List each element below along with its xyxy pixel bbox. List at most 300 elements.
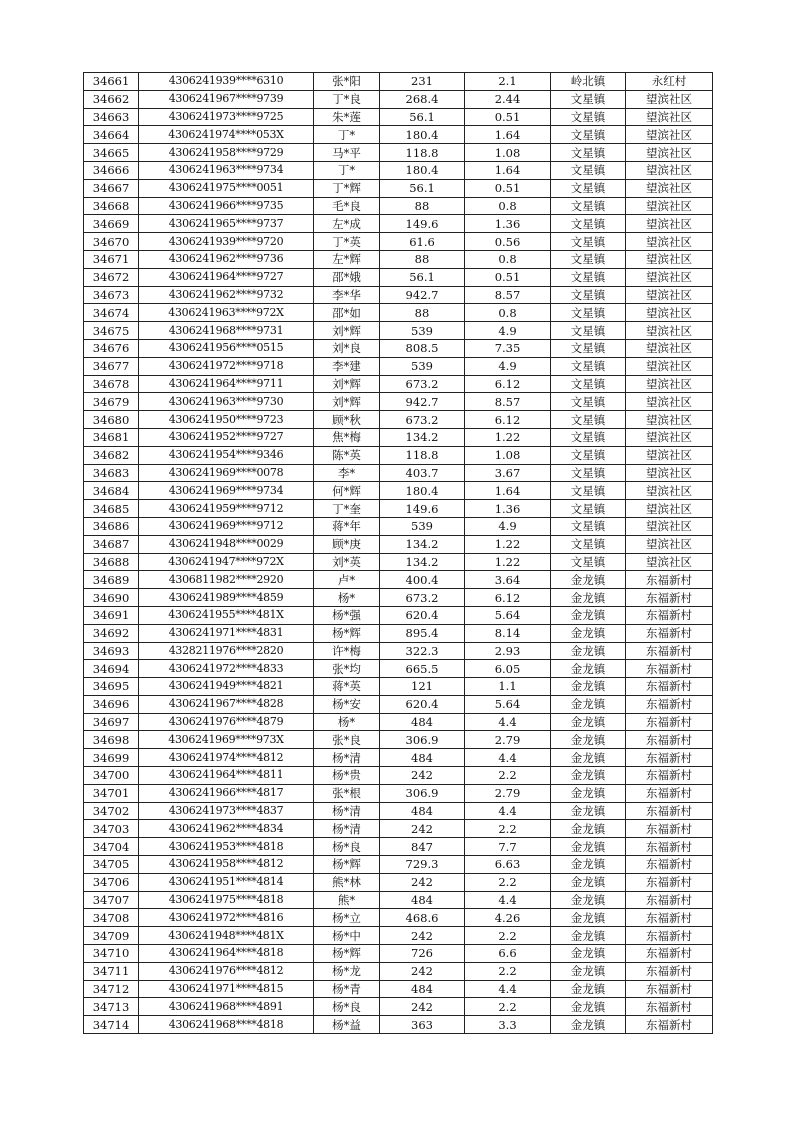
cell-name: 陈*英 (314, 446, 380, 464)
cell-town: 金龙镇 (551, 606, 626, 624)
cell-village: 望滨社区 (626, 553, 713, 571)
cell-name: 许*梅 (314, 642, 380, 660)
cell-serial-number: 34706 (84, 873, 139, 891)
cell-amount: 673.2 (380, 411, 465, 429)
cell-village: 望滨社区 (626, 446, 713, 464)
cell-village: 东福新村 (626, 571, 713, 589)
cell-value: 1.64 (465, 482, 551, 500)
table-row (84, 446, 713, 464)
cell-id-number: 4306241962****9732 (139, 286, 314, 304)
cell-town: 金龙镇 (551, 642, 626, 660)
cell-village: 东福新村 (626, 820, 713, 838)
cell-serial-number: 34700 (84, 767, 139, 785)
cell-value: 0.56 (465, 233, 551, 251)
cell-town: 文星镇 (551, 90, 626, 108)
cell-value: 1.64 (465, 161, 551, 179)
cell-name: 丁*英 (314, 233, 380, 251)
cell-village: 东福新村 (626, 589, 713, 607)
cell-value: 0.51 (465, 108, 551, 126)
cell-id-number: 4306241964****4811 (139, 767, 314, 785)
cell-serial-number: 34682 (84, 446, 139, 464)
cell-serial-number: 34709 (84, 927, 139, 945)
cell-town: 金龙镇 (551, 660, 626, 678)
table-row (84, 108, 713, 126)
cell-amount: 88 (380, 197, 465, 215)
table-row (84, 856, 713, 874)
cell-amount: 242 (380, 873, 465, 891)
cell-name: 杨*清 (314, 820, 380, 838)
cell-village: 望滨社区 (626, 268, 713, 286)
cell-serial-number: 34697 (84, 713, 139, 731)
cell-amount: 88 (380, 250, 465, 268)
cell-town: 金龙镇 (551, 731, 626, 749)
cell-village: 东福新村 (626, 731, 713, 749)
cell-village: 望滨社区 (626, 250, 713, 268)
cell-id-number: 4306241971****4831 (139, 624, 314, 642)
table-row (84, 411, 713, 429)
cell-name: 左*成 (314, 215, 380, 233)
cell-amount: 468.6 (380, 909, 465, 927)
cell-name: 杨*贵 (314, 767, 380, 785)
cell-id-number: 4306241956****0515 (139, 339, 314, 357)
cell-town: 文星镇 (551, 144, 626, 162)
cell-id-number: 4306241939****9720 (139, 233, 314, 251)
cell-village: 东福新村 (626, 802, 713, 820)
cell-value: 0.8 (465, 197, 551, 215)
cell-village: 东福新村 (626, 713, 713, 731)
cell-id-number: 4306241972****4816 (139, 909, 314, 927)
cell-name: 李* (314, 464, 380, 482)
cell-id-number: 4306241973****4837 (139, 802, 314, 820)
cell-serial-number: 34687 (84, 535, 139, 553)
cell-amount: 403.7 (380, 464, 465, 482)
cell-town: 金龙镇 (551, 571, 626, 589)
cell-village: 望滨社区 (626, 428, 713, 446)
table-row (84, 268, 713, 286)
cell-amount: 56.1 (380, 179, 465, 197)
cell-serial-number: 34671 (84, 250, 139, 268)
cell-value: 2.1 (465, 73, 551, 91)
cell-town: 金龙镇 (551, 962, 626, 980)
cell-id-number: 4306241963****9730 (139, 393, 314, 411)
cell-serial-number: 34672 (84, 268, 139, 286)
table-row (84, 393, 713, 411)
table-row (84, 873, 713, 891)
cell-value: 4.9 (465, 322, 551, 340)
cell-serial-number: 34703 (84, 820, 139, 838)
cell-id-number: 4306241974****053X (139, 126, 314, 144)
cell-name: 熊* (314, 891, 380, 909)
cell-name: 熊*林 (314, 873, 380, 891)
cell-town: 金龙镇 (551, 998, 626, 1016)
table-row (84, 215, 713, 233)
cell-serial-number: 34674 (84, 304, 139, 322)
cell-town: 文星镇 (551, 428, 626, 446)
cell-id-number: 4306241962****9736 (139, 250, 314, 268)
cell-id-number: 4306241965****9737 (139, 215, 314, 233)
cell-value: 3.3 (465, 1016, 551, 1034)
cell-village: 望滨社区 (626, 464, 713, 482)
cell-amount: 268.4 (380, 90, 465, 108)
cell-name: 杨*良 (314, 998, 380, 1016)
cell-value: 1.08 (465, 446, 551, 464)
cell-id-number: 4306241976****4812 (139, 962, 314, 980)
cell-id-number: 4306241963****972X (139, 304, 314, 322)
cell-id-number: 4306241969****9712 (139, 517, 314, 535)
cell-village: 望滨社区 (626, 108, 713, 126)
cell-serial-number: 34689 (84, 571, 139, 589)
cell-village: 东福新村 (626, 642, 713, 660)
cell-serial-number: 34677 (84, 357, 139, 375)
cell-town: 金龙镇 (551, 873, 626, 891)
cell-name: 邵*娥 (314, 268, 380, 286)
cell-amount: 484 (380, 749, 465, 767)
cell-id-number: 4306241975****0051 (139, 179, 314, 197)
cell-town: 文星镇 (551, 268, 626, 286)
cell-value: 6.12 (465, 375, 551, 393)
table-row (84, 375, 713, 393)
cell-value: 6.05 (465, 660, 551, 678)
cell-amount: 134.2 (380, 428, 465, 446)
cell-town: 文星镇 (551, 500, 626, 518)
cell-id-number: 4306241989****4859 (139, 589, 314, 607)
cell-name: 张*良 (314, 731, 380, 749)
cell-amount: 539 (380, 357, 465, 375)
cell-value: 8.57 (465, 286, 551, 304)
cell-town: 金龙镇 (551, 838, 626, 856)
cell-id-number: 4306811982****2920 (139, 571, 314, 589)
cell-serial-number: 34667 (84, 179, 139, 197)
table-row (84, 73, 713, 91)
cell-village: 望滨社区 (626, 233, 713, 251)
cell-amount: 88 (380, 304, 465, 322)
cell-village: 望滨社区 (626, 126, 713, 144)
table-row (84, 144, 713, 162)
cell-name: 杨* (314, 713, 380, 731)
cell-amount: 726 (380, 945, 465, 963)
cell-value: 1.1 (465, 678, 551, 696)
cell-amount: 942.7 (380, 286, 465, 304)
cell-town: 文星镇 (551, 553, 626, 571)
cell-town: 金龙镇 (551, 713, 626, 731)
cell-serial-number: 34691 (84, 606, 139, 624)
cell-village: 东福新村 (626, 856, 713, 874)
cell-name: 丁* (314, 161, 380, 179)
cell-name: 毛*良 (314, 197, 380, 215)
cell-amount: 808.5 (380, 339, 465, 357)
cell-town: 文星镇 (551, 339, 626, 357)
cell-village: 东福新村 (626, 909, 713, 927)
cell-serial-number: 34679 (84, 393, 139, 411)
cell-name: 朱*莲 (314, 108, 380, 126)
table-row (84, 250, 713, 268)
table-row (84, 126, 713, 144)
cell-name: 刘*辉 (314, 322, 380, 340)
cell-value: 0.8 (465, 250, 551, 268)
cell-village: 望滨社区 (626, 322, 713, 340)
cell-name: 丁*奎 (314, 500, 380, 518)
cell-amount: 242 (380, 820, 465, 838)
cell-serial-number: 34684 (84, 482, 139, 500)
cell-name: 蒋*英 (314, 678, 380, 696)
cell-id-number: 4306241972****9718 (139, 357, 314, 375)
cell-town: 金龙镇 (551, 784, 626, 802)
cell-id-number: 4306241971****4815 (139, 980, 314, 998)
cell-amount: 180.4 (380, 161, 465, 179)
cell-serial-number: 34673 (84, 286, 139, 304)
cell-value: 3.67 (465, 464, 551, 482)
cell-name: 李*建 (314, 357, 380, 375)
cell-town: 文星镇 (551, 446, 626, 464)
cell-village: 望滨社区 (626, 197, 713, 215)
table-row (84, 90, 713, 108)
cell-amount: 484 (380, 980, 465, 998)
cell-serial-number: 34664 (84, 126, 139, 144)
cell-serial-number: 34685 (84, 500, 139, 518)
cell-name: 杨*清 (314, 749, 380, 767)
cell-id-number: 4328211976****2820 (139, 642, 314, 660)
cell-village: 东福新村 (626, 767, 713, 785)
cell-village: 望滨社区 (626, 500, 713, 518)
cell-village: 东福新村 (626, 980, 713, 998)
cell-amount: 121 (380, 678, 465, 696)
cell-serial-number: 34690 (84, 589, 139, 607)
cell-name: 杨*益 (314, 1016, 380, 1034)
cell-amount: 134.2 (380, 535, 465, 553)
cell-name: 杨*辉 (314, 624, 380, 642)
table-row (84, 357, 713, 375)
cell-id-number: 4306241963****9734 (139, 161, 314, 179)
cell-serial-number: 34704 (84, 838, 139, 856)
cell-village: 望滨社区 (626, 179, 713, 197)
cell-name: 丁* (314, 126, 380, 144)
cell-town: 文星镇 (551, 411, 626, 429)
cell-village: 望滨社区 (626, 517, 713, 535)
table-row (84, 820, 713, 838)
cell-id-number: 4306241975****4818 (139, 891, 314, 909)
cell-id-number: 4306241953****4818 (139, 838, 314, 856)
cell-name: 刘*辉 (314, 375, 380, 393)
table-row (84, 571, 713, 589)
cell-village: 东福新村 (626, 695, 713, 713)
cell-name: 杨*辉 (314, 945, 380, 963)
table-row (84, 606, 713, 624)
cell-village: 东福新村 (626, 873, 713, 891)
cell-village: 东福新村 (626, 891, 713, 909)
cell-serial-number: 34662 (84, 90, 139, 108)
table-row (84, 642, 713, 660)
cell-town: 文星镇 (551, 464, 626, 482)
cell-serial-number: 34675 (84, 322, 139, 340)
table-row (84, 731, 713, 749)
table-row (84, 695, 713, 713)
cell-amount: 673.2 (380, 375, 465, 393)
cell-village: 东福新村 (626, 624, 713, 642)
cell-serial-number: 34692 (84, 624, 139, 642)
cell-town: 金龙镇 (551, 678, 626, 696)
cell-town: 文星镇 (551, 357, 626, 375)
cell-serial-number: 34711 (84, 962, 139, 980)
table-row (84, 517, 713, 535)
table-row (84, 945, 713, 963)
cell-serial-number: 34693 (84, 642, 139, 660)
cell-value: 2.2 (465, 962, 551, 980)
table-row (84, 535, 713, 553)
cell-value: 2.79 (465, 784, 551, 802)
cell-village: 东福新村 (626, 749, 713, 767)
cell-serial-number: 34694 (84, 660, 139, 678)
cell-name: 杨* (314, 589, 380, 607)
cell-serial-number: 34699 (84, 749, 139, 767)
cell-town: 文星镇 (551, 393, 626, 411)
cell-village: 望滨社区 (626, 339, 713, 357)
cell-town: 文星镇 (551, 322, 626, 340)
cell-name: 邵*如 (314, 304, 380, 322)
table-row (84, 749, 713, 767)
cell-town: 文星镇 (551, 482, 626, 500)
cell-town: 岭北镇 (551, 73, 626, 91)
cell-value: 1.22 (465, 553, 551, 571)
cell-amount: 149.6 (380, 215, 465, 233)
cell-serial-number: 34696 (84, 695, 139, 713)
cell-town: 金龙镇 (551, 767, 626, 785)
table-row (84, 624, 713, 642)
cell-town: 金龙镇 (551, 589, 626, 607)
cell-town: 金龙镇 (551, 802, 626, 820)
cell-name: 马*平 (314, 144, 380, 162)
cell-amount: 484 (380, 891, 465, 909)
table-row (84, 161, 713, 179)
cell-id-number: 4306241966****4817 (139, 784, 314, 802)
cell-town: 金龙镇 (551, 749, 626, 767)
cell-amount: 895.4 (380, 624, 465, 642)
cell-name: 杨*立 (314, 909, 380, 927)
cell-name: 丁*良 (314, 90, 380, 108)
table-row (84, 304, 713, 322)
table-row (84, 179, 713, 197)
cell-village: 望滨社区 (626, 535, 713, 553)
cell-amount: 242 (380, 767, 465, 785)
cell-town: 文星镇 (551, 126, 626, 144)
cell-town: 金龙镇 (551, 856, 626, 874)
cell-value: 7.7 (465, 838, 551, 856)
table-row (84, 197, 713, 215)
cell-serial-number: 34665 (84, 144, 139, 162)
cell-name: 张*均 (314, 660, 380, 678)
cell-village: 望滨社区 (626, 144, 713, 162)
cell-village: 东福新村 (626, 784, 713, 802)
cell-id-number: 4306241967****4828 (139, 695, 314, 713)
cell-amount: 134.2 (380, 553, 465, 571)
cell-town: 文星镇 (551, 161, 626, 179)
table-row (84, 962, 713, 980)
cell-village: 东福新村 (626, 606, 713, 624)
cell-amount: 942.7 (380, 393, 465, 411)
cell-id-number: 4306241969****0078 (139, 464, 314, 482)
cell-id-number: 4306241951****4814 (139, 873, 314, 891)
cell-name: 杨*强 (314, 606, 380, 624)
cell-town: 金龙镇 (551, 820, 626, 838)
table-row (84, 980, 713, 998)
cell-serial-number: 34712 (84, 980, 139, 998)
cell-town: 金龙镇 (551, 980, 626, 998)
cell-village: 望滨社区 (626, 393, 713, 411)
cell-id-number: 4306241964****9727 (139, 268, 314, 286)
cell-id-number: 4306241962****4834 (139, 820, 314, 838)
cell-value: 1.22 (465, 428, 551, 446)
cell-town: 金龙镇 (551, 695, 626, 713)
cell-serial-number: 34663 (84, 108, 139, 126)
cell-value: 6.12 (465, 589, 551, 607)
cell-town: 金龙镇 (551, 1016, 626, 1034)
cell-town: 文星镇 (551, 517, 626, 535)
cell-value: 2.2 (465, 998, 551, 1016)
table-body (84, 73, 713, 1034)
cell-value: 4.9 (465, 517, 551, 535)
table-row (84, 678, 713, 696)
cell-name: 卢* (314, 571, 380, 589)
cell-name: 杨*龙 (314, 962, 380, 980)
cell-value: 6.63 (465, 856, 551, 874)
cell-amount: 673.2 (380, 589, 465, 607)
cell-name: 焦*梅 (314, 428, 380, 446)
cell-name: 顾*秋 (314, 411, 380, 429)
cell-amount: 847 (380, 838, 465, 856)
cell-value: 1.22 (465, 535, 551, 553)
cell-name: 张*阳 (314, 73, 380, 91)
cell-value: 8.57 (465, 393, 551, 411)
cell-value: 4.4 (465, 891, 551, 909)
cell-amount: 61.6 (380, 233, 465, 251)
cell-serial-number: 34695 (84, 678, 139, 696)
cell-serial-number: 34707 (84, 891, 139, 909)
cell-value: 2.2 (465, 927, 551, 945)
cell-serial-number: 34661 (84, 73, 139, 91)
cell-name: 蒋*年 (314, 517, 380, 535)
cell-id-number: 4306241966****9735 (139, 197, 314, 215)
cell-id-number: 4306241968****9731 (139, 322, 314, 340)
cell-village: 东福新村 (626, 660, 713, 678)
cell-town: 金龙镇 (551, 624, 626, 642)
table-row (84, 713, 713, 731)
cell-serial-number: 34670 (84, 233, 139, 251)
table-row (84, 998, 713, 1016)
cell-village: 东福新村 (626, 927, 713, 945)
cell-serial-number: 34714 (84, 1016, 139, 1034)
cell-village: 东福新村 (626, 962, 713, 980)
cell-serial-number: 34710 (84, 945, 139, 963)
cell-name: 丁*辉 (314, 179, 380, 197)
cell-value: 2.93 (465, 642, 551, 660)
table-row (84, 339, 713, 357)
cell-id-number: 4306241964****4818 (139, 945, 314, 963)
cell-value: 4.4 (465, 749, 551, 767)
cell-value: 8.14 (465, 624, 551, 642)
table-row (84, 784, 713, 802)
cell-town: 文星镇 (551, 375, 626, 393)
cell-id-number: 4306241976****4879 (139, 713, 314, 731)
cell-name: 顾*庚 (314, 535, 380, 553)
cell-amount: 363 (380, 1016, 465, 1034)
cell-serial-number: 34669 (84, 215, 139, 233)
cell-serial-number: 34666 (84, 161, 139, 179)
cell-serial-number: 34678 (84, 375, 139, 393)
cell-id-number: 4306241958****4812 (139, 856, 314, 874)
cell-name: 刘*英 (314, 553, 380, 571)
cell-id-number: 4306241968****4818 (139, 1016, 314, 1034)
cell-id-number: 4306241948****481X (139, 927, 314, 945)
cell-value: 2.44 (465, 90, 551, 108)
